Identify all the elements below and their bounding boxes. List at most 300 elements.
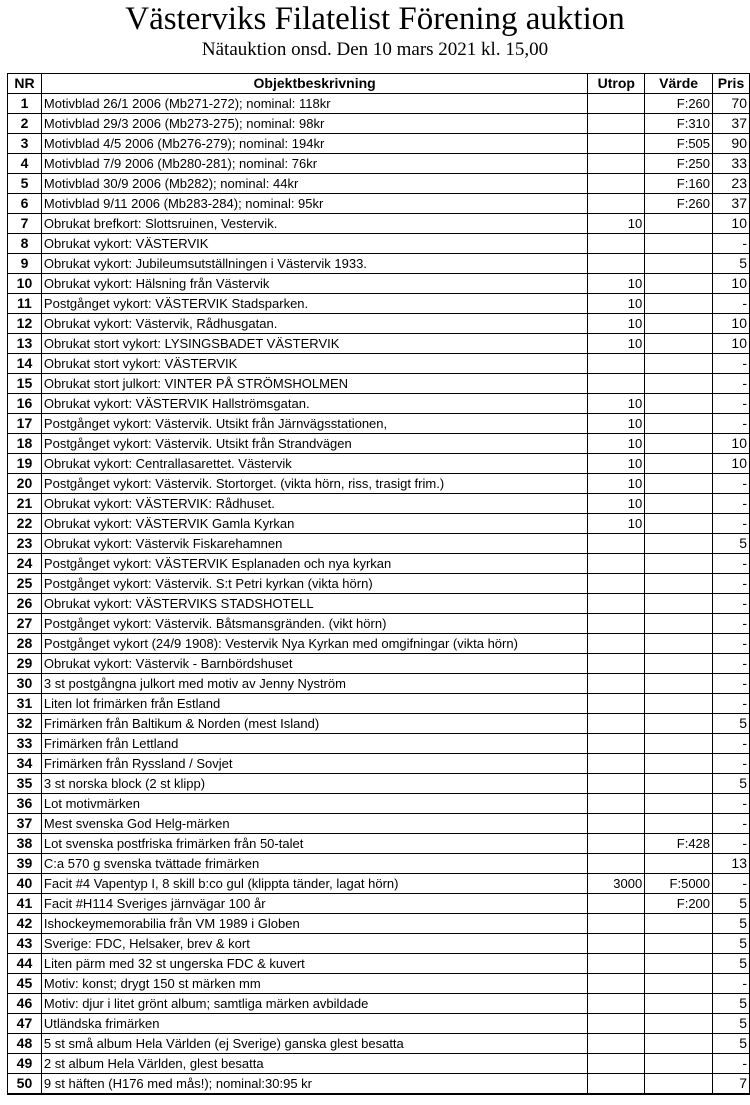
description-cell: Motivblad 9/11 2006 (Mb283-284); nominal: 95kr — [41, 194, 587, 214]
varde-cell: F:310 — [645, 114, 713, 134]
table-row — [8, 194, 750, 214]
varde-cell — [645, 294, 713, 314]
table-row — [8, 234, 750, 254]
lot-number-cell: 30 — [8, 674, 42, 694]
lot-number-cell: 44 — [8, 954, 42, 974]
description-cell: Obrukat vykort: VÄSTERVIK: Rådhuset. — [41, 494, 587, 514]
varde-cell — [645, 654, 713, 674]
table-row — [8, 1054, 750, 1074]
pris-cell: - — [713, 294, 750, 314]
utrop-cell — [588, 994, 645, 1014]
varde-cell — [645, 614, 713, 634]
utrop-cell — [588, 254, 645, 274]
lot-number-cell: 37 — [8, 814, 42, 834]
description-cell: Obrukat stort julkort: VINTER PÅ STRÖMSHOLMEN — [41, 374, 587, 394]
utrop-cell — [588, 234, 645, 254]
table-row — [8, 454, 750, 474]
description-cell: Obrukat stort vykort: VÄSTERVIK — [41, 354, 587, 374]
pris-cell: 5 — [713, 914, 750, 934]
varde-cell — [645, 774, 713, 794]
description-cell: 2 st album Hela Världen, glest besatta — [41, 1054, 587, 1074]
utrop-cell — [588, 1054, 645, 1074]
lot-number-cell: 14 — [8, 354, 42, 374]
utrop-cell: 10 — [588, 394, 645, 414]
varde-cell — [645, 974, 713, 994]
lot-number-cell: 13 — [8, 334, 42, 354]
lot-number-cell: 39 — [8, 854, 42, 874]
utrop-cell: 10 — [588, 514, 645, 534]
lot-number-cell: 36 — [8, 794, 42, 814]
table-row — [8, 214, 750, 234]
varde-cell — [645, 554, 713, 574]
table-row — [8, 374, 750, 394]
utrop-cell — [588, 534, 645, 554]
lot-number-cell: 11 — [8, 294, 42, 314]
table-row — [8, 874, 750, 894]
table-row — [8, 574, 750, 594]
table-row — [8, 474, 750, 494]
table-row — [8, 1074, 750, 1095]
description-cell: Motivblad 30/9 2006 (Mb282); nominal: 44kr — [41, 174, 587, 194]
table-row — [8, 434, 750, 454]
varde-cell — [645, 954, 713, 974]
table-row — [8, 554, 750, 574]
pris-cell: - — [713, 654, 750, 674]
utrop-cell — [588, 574, 645, 594]
column-header-pris: Pris — [713, 74, 750, 94]
lot-number-cell: 21 — [8, 494, 42, 514]
pris-cell: - — [713, 394, 750, 414]
utrop-cell — [588, 594, 645, 614]
lot-number-cell: 28 — [8, 634, 42, 654]
varde-cell — [645, 1074, 713, 1095]
pris-cell: - — [713, 614, 750, 634]
pris-cell: 33 — [713, 154, 750, 174]
utrop-cell: 10 — [588, 414, 645, 434]
table-row — [8, 834, 750, 854]
lot-number-cell: 47 — [8, 1014, 42, 1034]
description-cell: Postgånget vykort: Västervik. Båtsmansgränden. (vikt hörn) — [41, 614, 587, 634]
column-header-nr: NR — [8, 74, 42, 94]
column-header-description: Objektbeskrivning — [41, 74, 587, 94]
utrop-cell: 10 — [588, 334, 645, 354]
lot-number-cell: 6 — [8, 194, 42, 214]
lot-number-cell: 50 — [8, 1074, 42, 1095]
pris-cell: - — [713, 634, 750, 654]
pris-cell: - — [713, 1054, 750, 1074]
lot-number-cell: 8 — [8, 234, 42, 254]
utrop-cell — [588, 794, 645, 814]
pris-cell: 10 — [713, 274, 750, 294]
utrop-cell — [588, 894, 645, 914]
lot-number-cell: 7 — [8, 214, 42, 234]
pris-cell: - — [713, 374, 750, 394]
pris-cell: - — [713, 414, 750, 434]
utrop-cell: 10 — [588, 494, 645, 514]
description-cell: Obrukat vykort: VÄSTERVIK — [41, 234, 587, 254]
varde-cell — [645, 234, 713, 254]
table-row — [8, 394, 750, 414]
pris-cell: - — [713, 354, 750, 374]
pris-cell: - — [713, 794, 750, 814]
description-cell: Lot motivmärken — [41, 794, 587, 814]
description-cell: Motiv: konst; drygt 150 st märken mm — [41, 974, 587, 994]
description-cell: Obrukat vykort: VÄSTERVIK Hallströmsgatan. — [41, 394, 587, 414]
lot-number-cell: 23 — [8, 534, 42, 554]
pris-cell: 5 — [713, 254, 750, 274]
utrop-cell — [588, 694, 645, 714]
varde-cell — [645, 574, 713, 594]
utrop-cell — [588, 354, 645, 374]
table-row — [8, 594, 750, 614]
lot-number-cell: 16 — [8, 394, 42, 414]
utrop-cell — [588, 834, 645, 854]
description-cell: Obrukat vykort: VÄSTERVIK Gamla Kyrkan — [41, 514, 587, 534]
lot-number-cell: 26 — [8, 594, 42, 614]
lot-number-cell: 9 — [8, 254, 42, 274]
pris-cell: - — [713, 674, 750, 694]
table-row — [8, 934, 750, 954]
pris-cell: - — [713, 594, 750, 614]
table-row — [8, 154, 750, 174]
lot-number-cell: 17 — [8, 414, 42, 434]
lot-number-cell: 27 — [8, 614, 42, 634]
column-header-varde: Värde — [645, 74, 713, 94]
utrop-cell — [588, 1034, 645, 1054]
lot-number-cell: 31 — [8, 694, 42, 714]
utrop-cell: 10 — [588, 214, 645, 234]
utrop-cell — [588, 114, 645, 134]
description-cell: Frimärken från Ryssland / Sovjet — [41, 754, 587, 774]
utrop-cell — [588, 934, 645, 954]
lot-number-cell: 35 — [8, 774, 42, 794]
utrop-cell: 10 — [588, 474, 645, 494]
description-cell: Postgånget vykort: Västervik. S:t Petri kyrkan (vikta hörn) — [41, 574, 587, 594]
description-cell: Obrukat vykort: Västervik, Rådhusgatan. — [41, 314, 587, 334]
pris-cell: 37 — [713, 194, 750, 214]
varde-cell: F:200 — [645, 894, 713, 914]
table-row — [8, 774, 750, 794]
description-cell: 5 st små album Hela Världen (ej Sverige) ganska glest besatta — [41, 1034, 587, 1054]
table-row — [8, 794, 750, 814]
description-cell: Lot svenska postfriska frimärken från 50-talet — [41, 834, 587, 854]
utrop-cell — [588, 854, 645, 874]
utrop-cell — [588, 174, 645, 194]
description-cell: C:a 570 g svenska tvättade frimärken — [41, 854, 587, 874]
utrop-cell — [588, 654, 645, 674]
description-cell: Sverige: FDC, Helsaker, brev & kort — [41, 934, 587, 954]
pris-cell: - — [713, 494, 750, 514]
utrop-cell — [588, 1074, 645, 1095]
pris-cell: 10 — [713, 454, 750, 474]
utrop-cell — [588, 914, 645, 934]
pris-cell: - — [713, 694, 750, 714]
table-row — [8, 1014, 750, 1034]
description-cell: Postgånget vykort (24/9 1908): Vestervik Nya Kyrkan med omgifningar (vikta hörn) — [41, 634, 587, 654]
varde-cell — [645, 714, 713, 734]
description-cell: Utländska frimärken — [41, 1014, 587, 1034]
varde-cell — [645, 734, 713, 754]
description-cell: Obrukat vykort: Jubileumsutställningen i Västervik 1933. — [41, 254, 587, 274]
varde-cell — [645, 794, 713, 814]
varde-cell: F:260 — [645, 94, 713, 114]
lot-number-cell: 45 — [8, 974, 42, 994]
auction-subtitle: Nätauktion onsd. Den 10 mars 2021 kl. 15,00 — [201, 39, 549, 60]
pris-cell: 10 — [713, 214, 750, 234]
page-title: Västerviks Filatelist Förening auktion — [125, 1, 625, 37]
table-row — [8, 694, 750, 714]
varde-cell — [645, 674, 713, 694]
pris-cell: 10 — [713, 334, 750, 354]
table-row — [8, 414, 750, 434]
column-header-utrop: Utrop — [588, 74, 645, 94]
table-row — [8, 754, 750, 774]
utrop-cell — [588, 674, 645, 694]
utrop-cell — [588, 754, 645, 774]
pris-cell: - — [713, 234, 750, 254]
table-row — [8, 954, 750, 974]
lot-number-cell: 32 — [8, 714, 42, 734]
pris-cell: - — [713, 554, 750, 574]
lot-number-cell: 43 — [8, 934, 42, 954]
table-row — [8, 994, 750, 1014]
description-cell: Motiv: djur i litet grönt album; samtliga märken avbildade — [41, 994, 587, 1014]
lot-number-cell: 18 — [8, 434, 42, 454]
varde-cell — [645, 414, 713, 434]
description-cell: Postgånget vykort: VÄSTERVIK Esplanaden och nya kyrkan — [41, 554, 587, 574]
varde-cell — [645, 934, 713, 954]
pris-cell: - — [713, 834, 750, 854]
varde-cell — [645, 394, 713, 414]
varde-cell — [645, 994, 713, 1014]
varde-cell — [645, 594, 713, 614]
utrop-cell — [588, 814, 645, 834]
varde-cell — [645, 494, 713, 514]
pris-cell: 13 — [713, 854, 750, 874]
description-cell: Liten lot frimärken från Estland — [41, 694, 587, 714]
lot-number-cell: 3 — [8, 134, 42, 154]
table-row — [8, 674, 750, 694]
varde-cell: F:5000 — [645, 874, 713, 894]
table-row — [8, 534, 750, 554]
lot-number-cell: 10 — [8, 274, 42, 294]
table-row — [8, 654, 750, 674]
varde-cell — [645, 1014, 713, 1034]
table-row — [8, 894, 750, 914]
varde-cell — [645, 514, 713, 534]
varde-cell — [645, 214, 713, 234]
description-cell: Postgånget vykort: Västervik. Stortorget. (vikta hörn, riss, trasigt frim.) — [41, 474, 587, 494]
description-cell: Motivblad 26/1 2006 (Mb271-272); nominal: 118kr — [41, 94, 587, 114]
lot-number-cell: 49 — [8, 1054, 42, 1074]
table-row — [8, 614, 750, 634]
pris-cell: - — [713, 574, 750, 594]
table-row — [8, 714, 750, 734]
utrop-cell — [588, 774, 645, 794]
table-row — [8, 514, 750, 534]
lot-number-cell: 40 — [8, 874, 42, 894]
utrop-cell — [588, 134, 645, 154]
table-row — [8, 734, 750, 754]
varde-cell: F:250 — [645, 154, 713, 174]
table-row — [8, 1034, 750, 1054]
table-row — [8, 974, 750, 994]
description-cell: Obrukat stort vykort: LYSINGSBADET VÄSTERVIK — [41, 334, 587, 354]
pris-cell: - — [713, 754, 750, 774]
varde-cell: F:260 — [645, 194, 713, 214]
table-row — [8, 134, 750, 154]
varde-cell — [645, 434, 713, 454]
pris-cell: 37 — [713, 114, 750, 134]
varde-cell — [645, 354, 713, 374]
table-row — [8, 334, 750, 354]
lot-number-cell: 25 — [8, 574, 42, 594]
description-cell: Motivblad 7/9 2006 (Mb280-281); nominal: 76kr — [41, 154, 587, 174]
utrop-cell — [588, 954, 645, 974]
utrop-cell — [588, 94, 645, 114]
varde-cell — [645, 854, 713, 874]
table-row — [8, 494, 750, 514]
table-row — [8, 354, 750, 374]
utrop-cell — [588, 554, 645, 574]
lot-number-cell: 20 — [8, 474, 42, 494]
lot-number-cell: 19 — [8, 454, 42, 474]
utrop-cell: 10 — [588, 454, 645, 474]
varde-cell: F:160 — [645, 174, 713, 194]
varde-cell — [645, 694, 713, 714]
utrop-cell — [588, 714, 645, 734]
pris-cell: 5 — [713, 534, 750, 554]
varde-cell — [645, 474, 713, 494]
description-cell: Ishockeymemorabilia från VM 1989 i Globen — [41, 914, 587, 934]
varde-cell — [645, 334, 713, 354]
pris-cell: 5 — [713, 954, 750, 974]
lot-number-cell: 24 — [8, 554, 42, 574]
varde-cell — [645, 254, 713, 274]
description-cell: Postgånget vykort: VÄSTERVIK Stadsparken. — [41, 294, 587, 314]
utrop-cell — [588, 154, 645, 174]
lot-number-cell: 4 — [8, 154, 42, 174]
lot-number-cell: 29 — [8, 654, 42, 674]
varde-cell — [645, 814, 713, 834]
description-cell: Liten pärm med 32 st ungerska FDC & kuvert — [41, 954, 587, 974]
pris-cell: 5 — [713, 894, 750, 914]
pris-cell: 90 — [713, 134, 750, 154]
utrop-cell — [588, 634, 645, 654]
pris-cell: 5 — [713, 1034, 750, 1054]
table-row — [8, 854, 750, 874]
description-cell: Facit #4 Vapentyp I, 8 skill b:co gul (klippta tänder, lagat hörn) — [41, 874, 587, 894]
utrop-cell: 10 — [588, 314, 645, 334]
lot-number-cell: 5 — [8, 174, 42, 194]
utrop-cell: 3000 — [588, 874, 645, 894]
table-row — [8, 274, 750, 294]
table-row — [8, 174, 750, 194]
description-cell: Postgånget vykort: Västervik. Utsikt från Strandvägen — [41, 434, 587, 454]
utrop-cell: 10 — [588, 294, 645, 314]
table-row — [8, 254, 750, 274]
description-cell: Obrukat brefkort: Slottsruinen, Vestervik. — [41, 214, 587, 234]
table-row — [8, 294, 750, 314]
lot-number-cell: 46 — [8, 994, 42, 1014]
varde-cell: F:428 — [645, 834, 713, 854]
pris-cell: 5 — [713, 934, 750, 954]
table-body — [8, 94, 750, 1095]
utrop-cell — [588, 734, 645, 754]
table-row — [8, 814, 750, 834]
description-cell: Facit #H114 Sveriges järnvägar 100 år — [41, 894, 587, 914]
lot-number-cell: 38 — [8, 834, 42, 854]
description-cell: 9 st häften (H176 med mås!); nominal:30:95 kr — [41, 1074, 587, 1095]
pris-cell: 5 — [713, 1014, 750, 1034]
pris-cell: 23 — [713, 174, 750, 194]
pris-cell: - — [713, 514, 750, 534]
utrop-cell — [588, 614, 645, 634]
lot-number-cell: 2 — [8, 114, 42, 134]
utrop-cell — [588, 374, 645, 394]
pris-cell: - — [713, 974, 750, 994]
table-row — [8, 314, 750, 334]
utrop-cell: 10 — [588, 274, 645, 294]
pris-cell: 10 — [713, 314, 750, 334]
pris-cell: 10 — [713, 434, 750, 454]
auction-table — [7, 73, 750, 1095]
varde-cell — [645, 754, 713, 774]
varde-cell — [645, 634, 713, 654]
varde-cell — [645, 914, 713, 934]
pris-cell: 5 — [713, 774, 750, 794]
description-cell: Obrukat vykort: Västervik - Barnbördshuset — [41, 654, 587, 674]
description-cell: Motivblad 29/3 2006 (Mb273-275); nominal: 98kr — [41, 114, 587, 134]
pris-cell: - — [713, 474, 750, 494]
description-cell: Postgånget vykort: Västervik. Utsikt från Järnvägsstationen, — [41, 414, 587, 434]
table-row — [8, 914, 750, 934]
utrop-cell: 10 — [588, 434, 645, 454]
lot-number-cell: 1 — [8, 94, 42, 114]
lot-number-cell: 42 — [8, 914, 42, 934]
varde-cell — [645, 374, 713, 394]
table-row — [8, 634, 750, 654]
pris-cell: - — [713, 874, 750, 894]
utrop-cell — [588, 1014, 645, 1034]
varde-cell — [645, 314, 713, 334]
description-cell: Mest svenska God Helg-märken — [41, 814, 587, 834]
description-cell: Frimärken från Baltikum & Norden (mest Island) — [41, 714, 587, 734]
description-cell: Obrukat vykort: Västervik Fiskarehamnen — [41, 534, 587, 554]
pris-cell: 5 — [713, 994, 750, 1014]
lot-number-cell: 12 — [8, 314, 42, 334]
table-header-row — [8, 74, 750, 94]
description-cell: Obrukat vykort: Centrallasarettet. Västervik — [41, 454, 587, 474]
utrop-cell — [588, 974, 645, 994]
pris-cell: 5 — [713, 714, 750, 734]
description-cell: Motivblad 4/5 2006 (Mb276-279); nominal: 194kr — [41, 134, 587, 154]
lot-number-cell: 34 — [8, 754, 42, 774]
varde-cell — [645, 274, 713, 294]
varde-cell — [645, 454, 713, 474]
description-cell: 3 st norska block (2 st klipp) — [41, 774, 587, 794]
varde-cell — [645, 1034, 713, 1054]
table-row — [8, 114, 750, 134]
description-cell: Frimärken från Lettland — [41, 734, 587, 754]
lot-number-cell: 33 — [8, 734, 42, 754]
pris-cell: 7 — [713, 1074, 750, 1095]
varde-cell: F:505 — [645, 134, 713, 154]
description-cell: 3 st postgångna julkort med motiv av Jenny Nyström — [41, 674, 587, 694]
table-row — [8, 94, 750, 114]
varde-cell — [645, 1054, 713, 1074]
description-cell: Obrukat vykort: VÄSTERVIKS STADSHOTELL — [41, 594, 587, 614]
